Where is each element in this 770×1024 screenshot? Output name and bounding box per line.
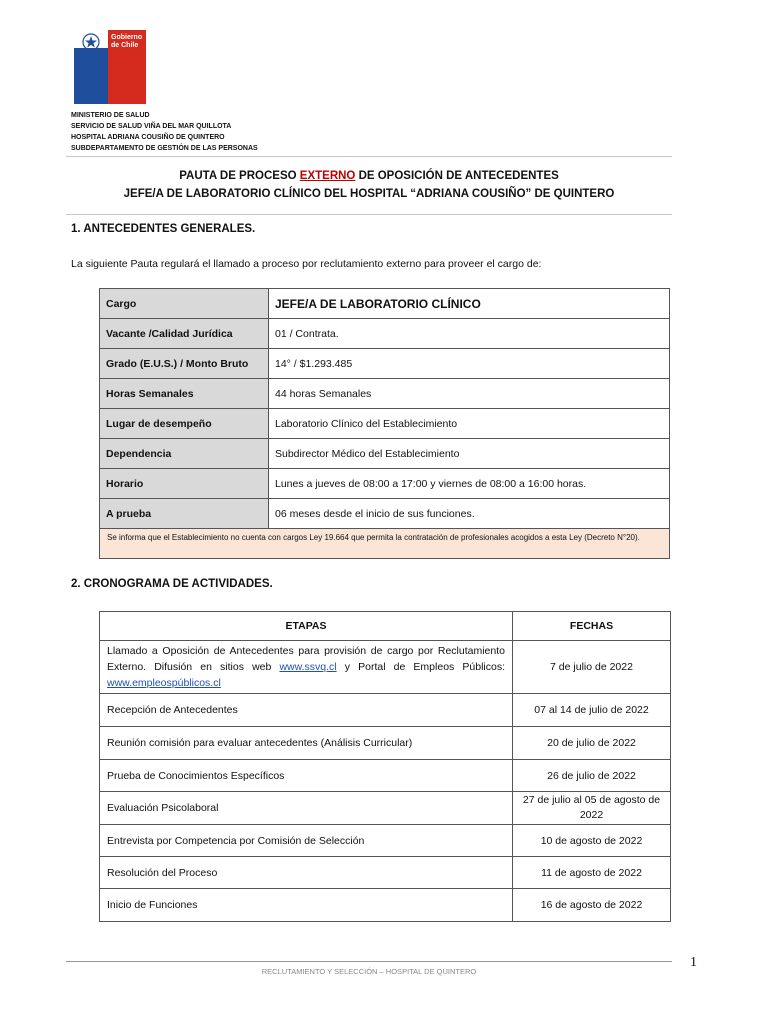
table-row (100, 349, 670, 379)
row-value: 06 meses desde el inicio de sus funciones. (269, 499, 670, 529)
row-label: Horas Semanales (100, 379, 269, 409)
footer-divider (66, 961, 672, 962)
table-row (100, 379, 670, 409)
date-cell: 26 de julio de 2022 (513, 760, 671, 792)
row-label: Dependencia (100, 439, 269, 469)
org-line: MINISTERIO DE SALUD (71, 112, 150, 119)
row-value: Laboratorio Clínico del Establecimiento (269, 409, 670, 439)
section1-heading: 1. ANTECEDENTES GENERALES. (71, 223, 256, 235)
organization-header (71, 110, 258, 154)
row-label: A prueba (100, 499, 269, 529)
date-cell: 07 al 14 de julio de 2022 (513, 694, 671, 727)
date-cell: 10 de agosto de 2022 (513, 825, 671, 857)
stage-cell: Prueba de Conocimientos Específicos (100, 760, 513, 792)
table-row (100, 792, 671, 825)
title-text: PAUTA DE PROCESO (179, 170, 300, 182)
row-value: Subdirector Médico del Establecimiento (269, 439, 670, 469)
table-row (100, 694, 671, 727)
date-cell: 7 de julio de 2022 (513, 641, 671, 694)
table-header-row (100, 612, 671, 641)
table-row (100, 289, 670, 319)
row-value: 14° / $1.293.485 (269, 349, 670, 379)
stage-cell: Reunión comisión para evaluar antecedentes (Análisis Curricular) (100, 727, 513, 760)
row-label: Horario (100, 469, 269, 499)
logo-text-line1: Gobierno (111, 34, 143, 41)
org-line: HOSPITAL ADRIANA COUSIÑO DE QUINTERO (71, 134, 225, 141)
stage-cell: Evaluación Psicolaboral (100, 792, 513, 825)
row-label: Grado (E.U.S.) / Monto Bruto (100, 349, 269, 379)
table-row (100, 760, 671, 792)
row-label: Cargo (100, 289, 269, 319)
section2-heading: 2. CRONOGRAMA DE ACTIVIDADES. (71, 578, 273, 590)
table-row (100, 641, 671, 694)
title-text: DE OPOSICIÓN DE ANTECEDENTES (355, 170, 559, 182)
ssvq-link[interactable]: www.ssvq.cl (279, 661, 337, 673)
row-label: Lugar de desempeño (100, 409, 269, 439)
stage-cell (100, 641, 513, 694)
table-row (100, 857, 671, 889)
header-divider (66, 156, 672, 157)
row-label: Vacante /Calidad Jurídica (100, 319, 269, 349)
date-cell: 27 de julio al 05 de agosto de 2022 (513, 792, 671, 825)
stage-text: y Portal de Empleos Públicos: (336, 661, 505, 673)
date-cell: 20 de julio de 2022 (513, 727, 671, 760)
table-row (100, 469, 670, 499)
law-note: Se informa que el Establecimiento no cuenta con cargos Ley 19.664 que permita la contratación de profesionales acogidos a esta Ley (Decreto N°20). (99, 529, 670, 559)
row-value: 44 horas Semanales (269, 379, 670, 409)
date-cell: 16 de agosto de 2022 (513, 889, 671, 922)
footer-text: RECLUTAMIENTO Y SELECCIÓN – HOSPITAL DE QUINTERO (261, 967, 477, 976)
row-value: Lunes a jueves de 08:00 a 17:00 y viernes de 08:00 a 16:00 horas. (269, 469, 670, 499)
table-row (100, 727, 671, 760)
document-title-line2: JEFE/A DE LABORATORIO CLÍNICO DEL HOSPITAL “ADRIANA COUSIÑO” DE QUINTERO (123, 188, 615, 200)
empleos-publicos-link[interactable]: www.empleospúblicos.cl (107, 677, 221, 689)
table-row (100, 439, 670, 469)
row-value: JEFE/A DE LABORATORIO CLÍNICO (269, 289, 670, 319)
table-row (100, 825, 671, 857)
col-header-fechas: FECHAS (513, 612, 671, 641)
section1-intro: La siguiente Pauta regulará el llamado a proceso por reclutamiento externo para proveer el cargo de: (71, 258, 542, 270)
document-title-line1 (66, 170, 672, 182)
col-header-etapas: ETAPAS (100, 612, 513, 641)
org-line: SERVICIO DE SALUD VIÑA DEL MAR QUILLOTA (71, 123, 232, 130)
logo-text-line2: de Chile (111, 42, 139, 49)
stage-text: Llamado a Oposición de Antecedentes para provisión de cargo por Reclutamiento Externo. Difusión en sitios web (107, 645, 505, 673)
stage-cell: Inicio de Funciones (100, 889, 513, 922)
table-row (100, 409, 670, 439)
page-number: 1 (690, 955, 697, 970)
coat-of-arms-icon (78, 31, 104, 53)
stage-cell: Resolución del Proceso (100, 857, 513, 889)
gobierno-de-chile-logo (74, 30, 146, 104)
title-divider (66, 214, 672, 215)
row-value: 01 / Contrata. (269, 319, 670, 349)
title-highlight: EXTERNO (299, 170, 356, 182)
table-row (100, 889, 671, 922)
stage-cell: Recepción de Antecedentes (100, 694, 513, 727)
general-info-table (99, 288, 670, 529)
table-row (100, 319, 670, 349)
date-cell: 11 de agosto de 2022 (513, 857, 671, 889)
schedule-table (99, 611, 671, 922)
org-line: SUBDEPARTAMENTO DE GESTIÓN DE LAS PERSONAS (71, 145, 258, 152)
stage-cell: Entrevista por Competencia por Comisión de Selección (100, 825, 513, 857)
table-row (100, 499, 670, 529)
